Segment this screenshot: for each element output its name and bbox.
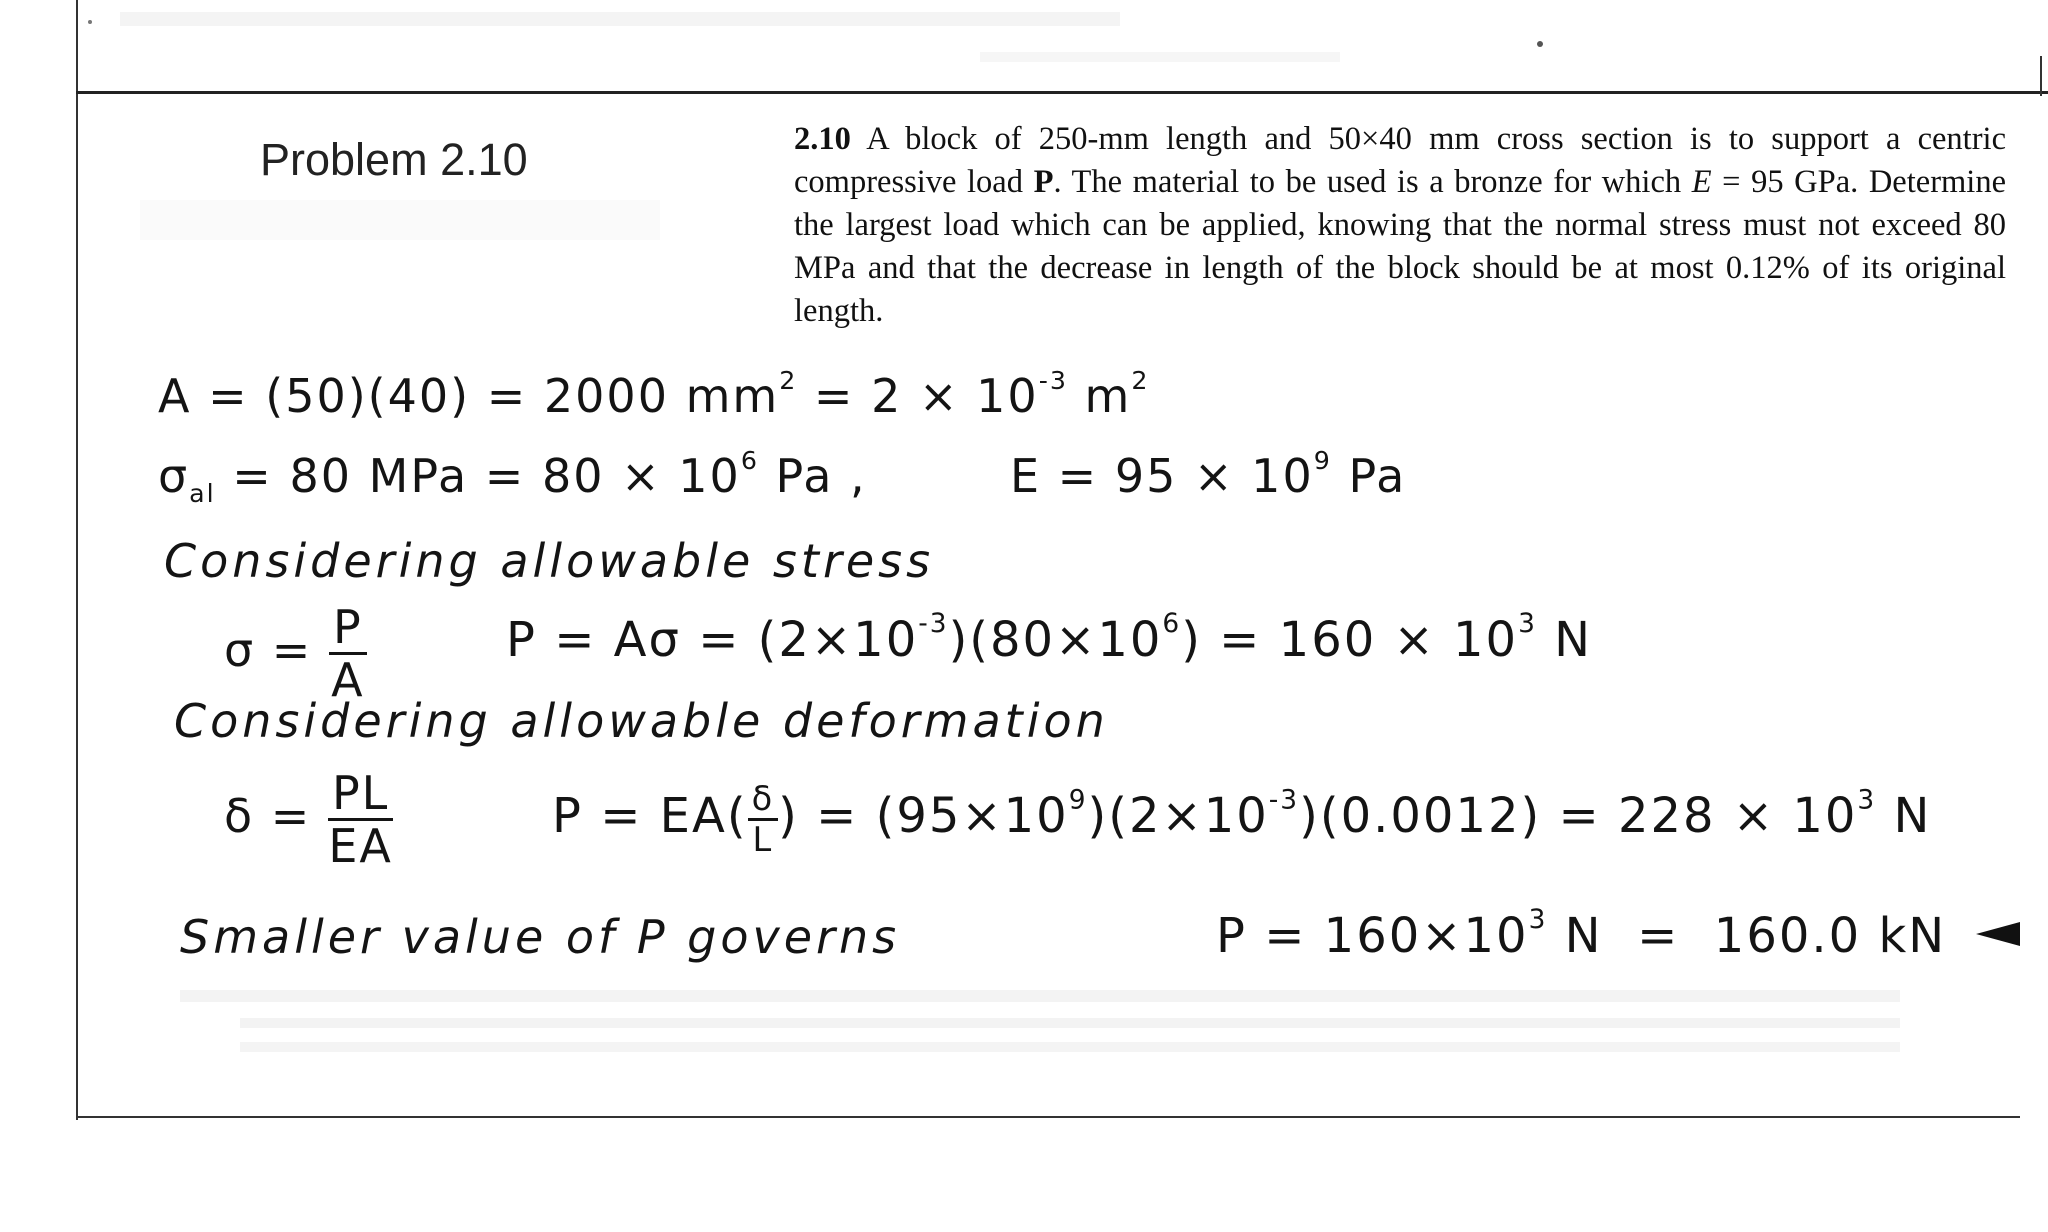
conclusion-text: Smaller value of P governs bbox=[180, 910, 901, 964]
frame-top-border bbox=[76, 91, 2048, 94]
modulus-equation: $E = 95 \times 10^9$ Pa bbox=[1010, 446, 1407, 503]
problem-text-2: . The material to be used is a bronze for which bbox=[1053, 164, 1692, 200]
problem-number: 2.10 bbox=[794, 121, 851, 157]
modulus-symbol: E bbox=[1691, 164, 1712, 200]
frame-left-border bbox=[76, 0, 78, 1120]
area-equation: A = (50)(40) = 2000 $mm^2 = 2 \times 10^{-3}$ $m^2$ bbox=[158, 366, 1150, 423]
answer-arrow-icon bbox=[1976, 920, 2024, 948]
stress-formula: σ = $\frac{P}{A}$ bbox=[224, 604, 367, 703]
load-from-deformation-equation: P = EA( $\frac{\delta}{L}$ ) = $(95\times 10^9)(2\times 10^{-3})(0.0012) = 228 \times 10^3$ N bbox=[552, 779, 1932, 859]
load-symbol: P bbox=[1033, 164, 1054, 200]
considering-stress-heading: Considering allowable stress bbox=[164, 534, 935, 588]
problem-heading: Problem 2.10 bbox=[260, 134, 528, 185]
load-from-stress-equation: $P = A\sigma = (2\times 10^{-3})(80\times 10^6) = 160 \times 10^3$ N bbox=[506, 608, 1593, 668]
frame-right-tick bbox=[2040, 56, 2042, 96]
problem-statement bbox=[794, 118, 2006, 333]
problem-text-1: A block of 250-mm length and 50×40 mm cross section is to support a centric compressive load bbox=[794, 121, 2006, 200]
deformation-formula: δ = $\frac{PL}{EA}$ bbox=[224, 766, 393, 873]
frame-bottom-border bbox=[76, 1116, 2020, 1118]
allowable-stress-equation: $\sigma_{al} = 80$ MPa = $80 \times 10^6$ Pa , bbox=[158, 446, 867, 508]
problem-text-3: = 95 GPa. Determine the largest load which can be applied, knowing that the normal stress must not exceed 80 MPa and that the decrease in length of the block should be at most 0.12% of its original length. bbox=[794, 164, 2006, 329]
considering-deformation-heading: Considering allowable deformation bbox=[174, 694, 1109, 748]
final-answer: $P = 160\times 10^3$ N = 160.0 kN bbox=[1216, 904, 1947, 964]
